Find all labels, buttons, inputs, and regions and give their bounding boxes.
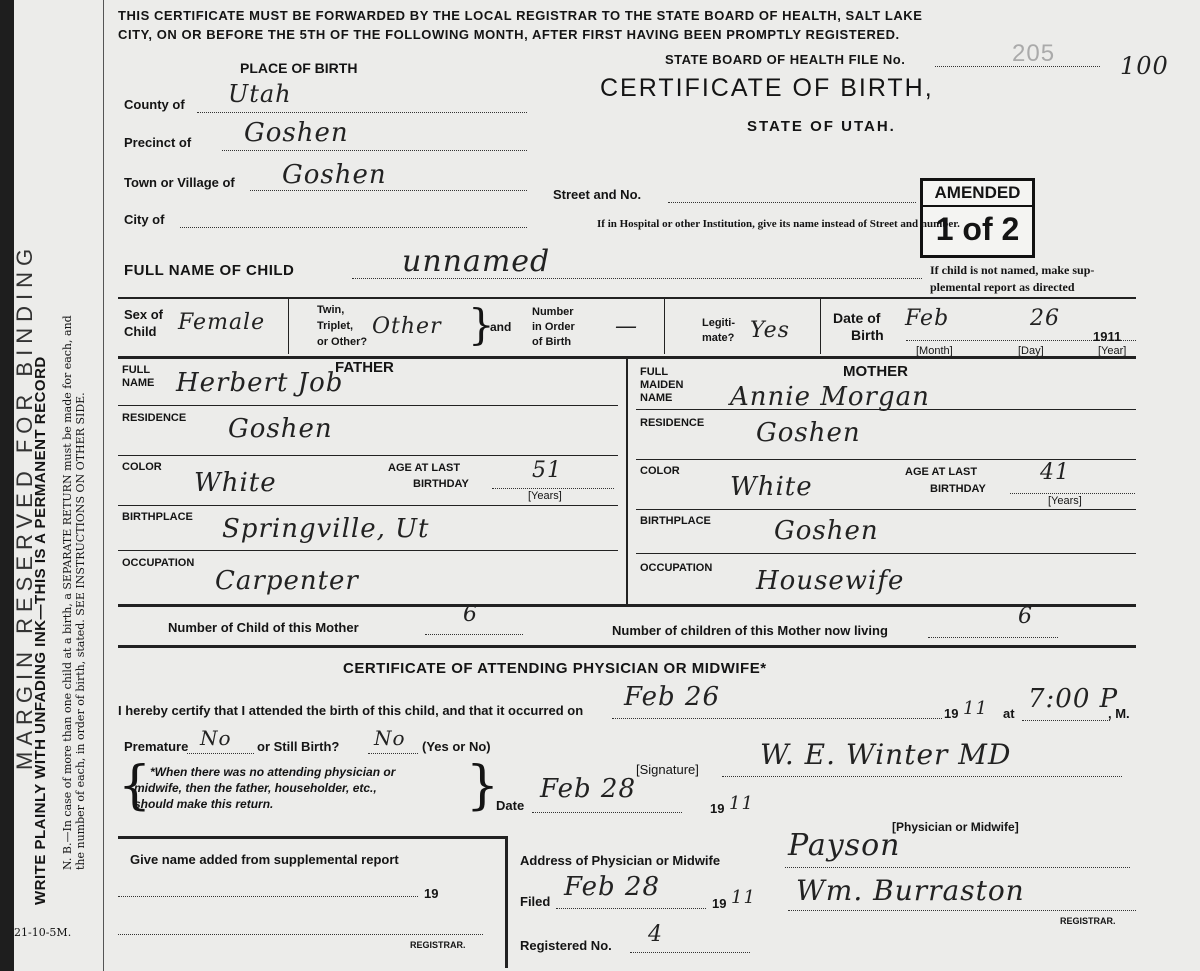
month-caption: [Month] [916, 345, 953, 357]
certificate-subtitle: STATE OF UTAH. [747, 118, 896, 135]
filed-year-handwritten: 11 [731, 887, 756, 908]
form-number: 21-10-5M. [14, 926, 72, 939]
order-value: — [615, 314, 638, 339]
filed-value: Feb 28 [564, 872, 660, 902]
sex-label-1: Sex of [124, 307, 164, 322]
amended-stamp-label: AMENDED [923, 181, 1032, 207]
legitimate-label-2: mate? [702, 332, 735, 344]
signature-label: [Signature] [636, 762, 699, 777]
file-number-label: STATE BOARD OF HEALTH FILE No. [665, 52, 906, 67]
rule-sex-twin [288, 298, 289, 354]
father-name-value: Herbert Job [176, 368, 344, 398]
registered-number-label: Registered No. [520, 938, 612, 953]
m-label: , M. [1108, 706, 1130, 721]
premature-line [187, 753, 254, 754]
father-age-label-2: BIRTHDAY [413, 478, 469, 490]
note-brace-close: } [466, 756, 500, 816]
at-label: at [1003, 706, 1015, 721]
children-living-label: Number of children of this Mother now living [612, 623, 888, 638]
supplemental-registrar-line [118, 934, 483, 935]
registrar-notice-line1: THIS CERTIFICATE MUST BE FORWARDED BY THE LOCAL REGISTRAR TO THE STATE BOARD OF HEALTH, SALT LAKE [118, 8, 923, 23]
father-color-value: White [194, 468, 277, 498]
address-label: Address of Physician or Midwife [520, 853, 721, 868]
city-label: City of [124, 212, 165, 227]
day-caption: [Day] [1018, 345, 1044, 357]
occurred-year-printed: 19 [944, 706, 959, 721]
precinct-value: Goshen [244, 118, 349, 148]
mother-birthplace-label: BIRTHPLACE [640, 515, 711, 527]
mother-age-line [1010, 493, 1135, 494]
registrar-caption: REGISTRAR. [1060, 916, 1116, 926]
twin-value: Other [372, 314, 442, 339]
physician-signature: W. E. Winter MD [760, 738, 1012, 771]
rule-children-top [118, 604, 1136, 607]
nb-instruction-line1: N. B.—In case of more than one child at a birth, a SEPARATE RETURN must be made for each, and [61, 315, 74, 870]
rule-legit-dob [820, 298, 821, 354]
mother-name-value: Annie Morgan [730, 382, 930, 412]
father-occupation-value: Carpenter [215, 566, 359, 596]
father-years-caption: [Years] [528, 490, 562, 502]
certify-text: I hereby certify that I attended the birth of this child, and that it occurred on [118, 703, 584, 718]
legitimate-label-1: Legiti- [702, 317, 735, 329]
date-label: Date [496, 798, 525, 813]
stillbirth-label: or Still Birth? [257, 739, 340, 754]
mother-age-label-1: AGE AT LAST [905, 466, 978, 478]
precinct-line [222, 150, 527, 151]
note-brace-open: { [118, 756, 152, 816]
children-living-line [928, 637, 1058, 638]
occurred-on-line [612, 718, 942, 719]
amended-stamp-count: 1 of 2 [935, 211, 1020, 247]
father-birthplace-label: BIRTHPLACE [122, 511, 193, 523]
father-age-line [492, 488, 614, 489]
rule-mother-name [636, 409, 1136, 410]
father-residence-label: RESIDENCE [122, 412, 187, 424]
registered-number-value: 4 [648, 922, 663, 947]
registered-number-line [630, 952, 750, 953]
twin-label-1: Twin, [317, 304, 345, 316]
date-line [532, 812, 682, 813]
mother-name-label-1: FULL [640, 366, 669, 378]
legitimate-value: Yes [750, 318, 790, 343]
precinct-label: Precinct of [124, 135, 192, 150]
time-value: 7:00 P [1028, 684, 1119, 714]
rule-order-legit [664, 298, 665, 354]
father-color-label: COLOR [122, 461, 162, 473]
county-line [197, 112, 527, 113]
father-heading: FATHER [335, 359, 394, 376]
date-year-printed: 19 [710, 801, 725, 816]
mother-name-label-3: NAME [640, 392, 673, 404]
mother-residence-value: Goshen [756, 418, 861, 448]
child-full-name-label: FULL NAME OF CHILD [124, 262, 295, 279]
town-line [250, 190, 527, 191]
child-number-line [425, 634, 523, 635]
time-line [1022, 720, 1110, 721]
father-name-label-2: NAME [122, 377, 155, 389]
premature-value: No [200, 726, 232, 750]
order-label-2: in Order [532, 321, 575, 333]
father-occupation-label: OCCUPATION [122, 557, 195, 569]
child-number-value: 6 [463, 602, 478, 627]
street-label: Street and No. [553, 187, 642, 202]
rule-father-color [118, 505, 618, 506]
registrar-signature-line [788, 910, 1136, 911]
child-full-name-value: unnamed [402, 244, 551, 279]
margin-rule [103, 0, 104, 971]
twin-brace: } [468, 300, 495, 349]
physician-note-2: midwife, then the father, householder, etc., [134, 781, 377, 795]
father-name-label-1: FULL [122, 364, 151, 376]
rule-mother-birthplace [636, 553, 1136, 554]
dob-day-value: 26 [1030, 306, 1060, 331]
occurred-year-handwritten: 11 [963, 698, 988, 719]
mother-birthplace-value: Goshen [774, 516, 879, 546]
address-value: Payson [788, 828, 901, 863]
dob-month-value: Feb [905, 306, 950, 331]
supplemental-name-line [118, 896, 418, 897]
town-value: Goshen [282, 160, 387, 190]
city-line [180, 227, 527, 228]
rule-children-bottom [118, 645, 1136, 648]
filed-year-printed: 19 [712, 896, 727, 911]
occurred-on-value: Feb 26 [624, 682, 720, 712]
stillbirth-line [368, 753, 418, 754]
hospital-note: If in Hospital or other Institution, give its name instead of Street and number. [597, 218, 960, 230]
street-line [668, 202, 916, 203]
twin-label-3: or Other? [317, 336, 368, 348]
rule-bottom-top [118, 836, 505, 839]
mother-occupation-label: OCCUPATION [640, 562, 713, 574]
dob-year-value: 1911 [1093, 329, 1122, 344]
nb-instruction-line2: the number of each, in order of birth, stated. SEE INSTRUCTIONS ON OTHER SIDE. [74, 392, 87, 870]
physician-note-3: should make this return. [134, 797, 274, 811]
mother-years-caption: [Years] [1048, 495, 1082, 507]
mother-color-label: COLOR [640, 465, 680, 477]
registrar-notice-line2: CITY, ON OR BEFORE THE 5TH OF THE FOLLOWING MONTH, AFTER FIRST HAVING BEEN PROMPTLY REGISTERED. [118, 27, 900, 42]
dob-label-2: Birth [851, 327, 884, 343]
mother-color-value: White [730, 472, 813, 502]
order-label-1: Number [532, 306, 574, 318]
supplemental-registrar-caption: REGISTRAR. [410, 940, 466, 950]
unnamed-note-2: plemental report as directed [930, 280, 1075, 294]
children-living-value: 6 [1018, 604, 1033, 629]
supplemental-year-prefix: 19 [424, 886, 439, 901]
father-birthplace-value: Springville, Ut [222, 514, 430, 544]
file-number-handwritten: 100 [1120, 52, 1169, 80]
registrar-signature: Wm. Burraston [796, 874, 1025, 907]
binding-margin-text: MARGIN RESERVED FOR BINDING [12, 242, 37, 770]
certificate-title: CERTIFICATE OF BIRTH, [600, 74, 934, 102]
rule-father-name [118, 405, 618, 406]
rule-child-top [118, 297, 1136, 299]
rule-parents-center [626, 356, 628, 604]
place-of-birth-heading: PLACE OF BIRTH [240, 60, 358, 76]
mother-age-label-2: BIRTHDAY [930, 483, 986, 495]
address-line [785, 867, 1130, 868]
rule-father-residence [118, 455, 618, 456]
sex-label-2: Child [124, 324, 157, 339]
order-label-3: of Birth [532, 336, 572, 348]
father-age-label-1: AGE AT LAST [388, 462, 461, 474]
father-age-value: 51 [532, 458, 562, 483]
and-label: and [490, 320, 512, 334]
mother-name-label-2: MAIDEN [640, 379, 684, 391]
mother-age-value: 41 [1040, 460, 1070, 485]
file-number-stamp: 205 [1012, 40, 1056, 67]
county-value: Utah [228, 80, 292, 108]
dob-label-1: Date of [833, 310, 881, 326]
signature-line [722, 776, 1122, 777]
date-year-handwritten: 11 [729, 793, 754, 814]
sex-value: Female [178, 310, 266, 335]
rule-bottom-center [505, 836, 508, 968]
mother-occupation-value: Housewife [756, 566, 905, 596]
twin-label-2: Triplet, [317, 320, 354, 332]
mother-heading: MOTHER [843, 363, 908, 380]
supplemental-heading: Give name added from supplemental report [130, 852, 399, 867]
town-label: Town or Village of [124, 175, 235, 190]
premature-label: Premature [124, 739, 189, 754]
date-value: Feb 28 [540, 774, 636, 804]
year-caption: [Year] [1098, 345, 1127, 357]
mother-residence-label: RESIDENCE [640, 417, 705, 429]
filed-line [556, 908, 706, 909]
rule-mother-color [636, 509, 1136, 510]
unnamed-note-1: If child is not named, make sup- [930, 263, 1095, 277]
yes-no-label: (Yes or No) [422, 739, 491, 754]
physician-role-label: [Physician or Midwife] [892, 820, 1019, 834]
father-residence-value: Goshen [228, 414, 333, 444]
child-number-label: Number of Child of this Mother [168, 620, 359, 635]
rule-father-birthplace [118, 550, 618, 551]
physician-heading: CERTIFICATE OF ATTENDING PHYSICIAN OR MIDWIFE* [343, 660, 767, 677]
permanent-record-text: WRITE PLAINLY WITH UNFADING INK—THIS IS A PERMANENT RECORD [32, 356, 49, 905]
county-label: County of [124, 97, 185, 112]
filed-label: Filed [520, 894, 551, 909]
physician-note-1: *When there was no attending physician or [150, 765, 396, 779]
stillbirth-value: No [374, 726, 406, 750]
